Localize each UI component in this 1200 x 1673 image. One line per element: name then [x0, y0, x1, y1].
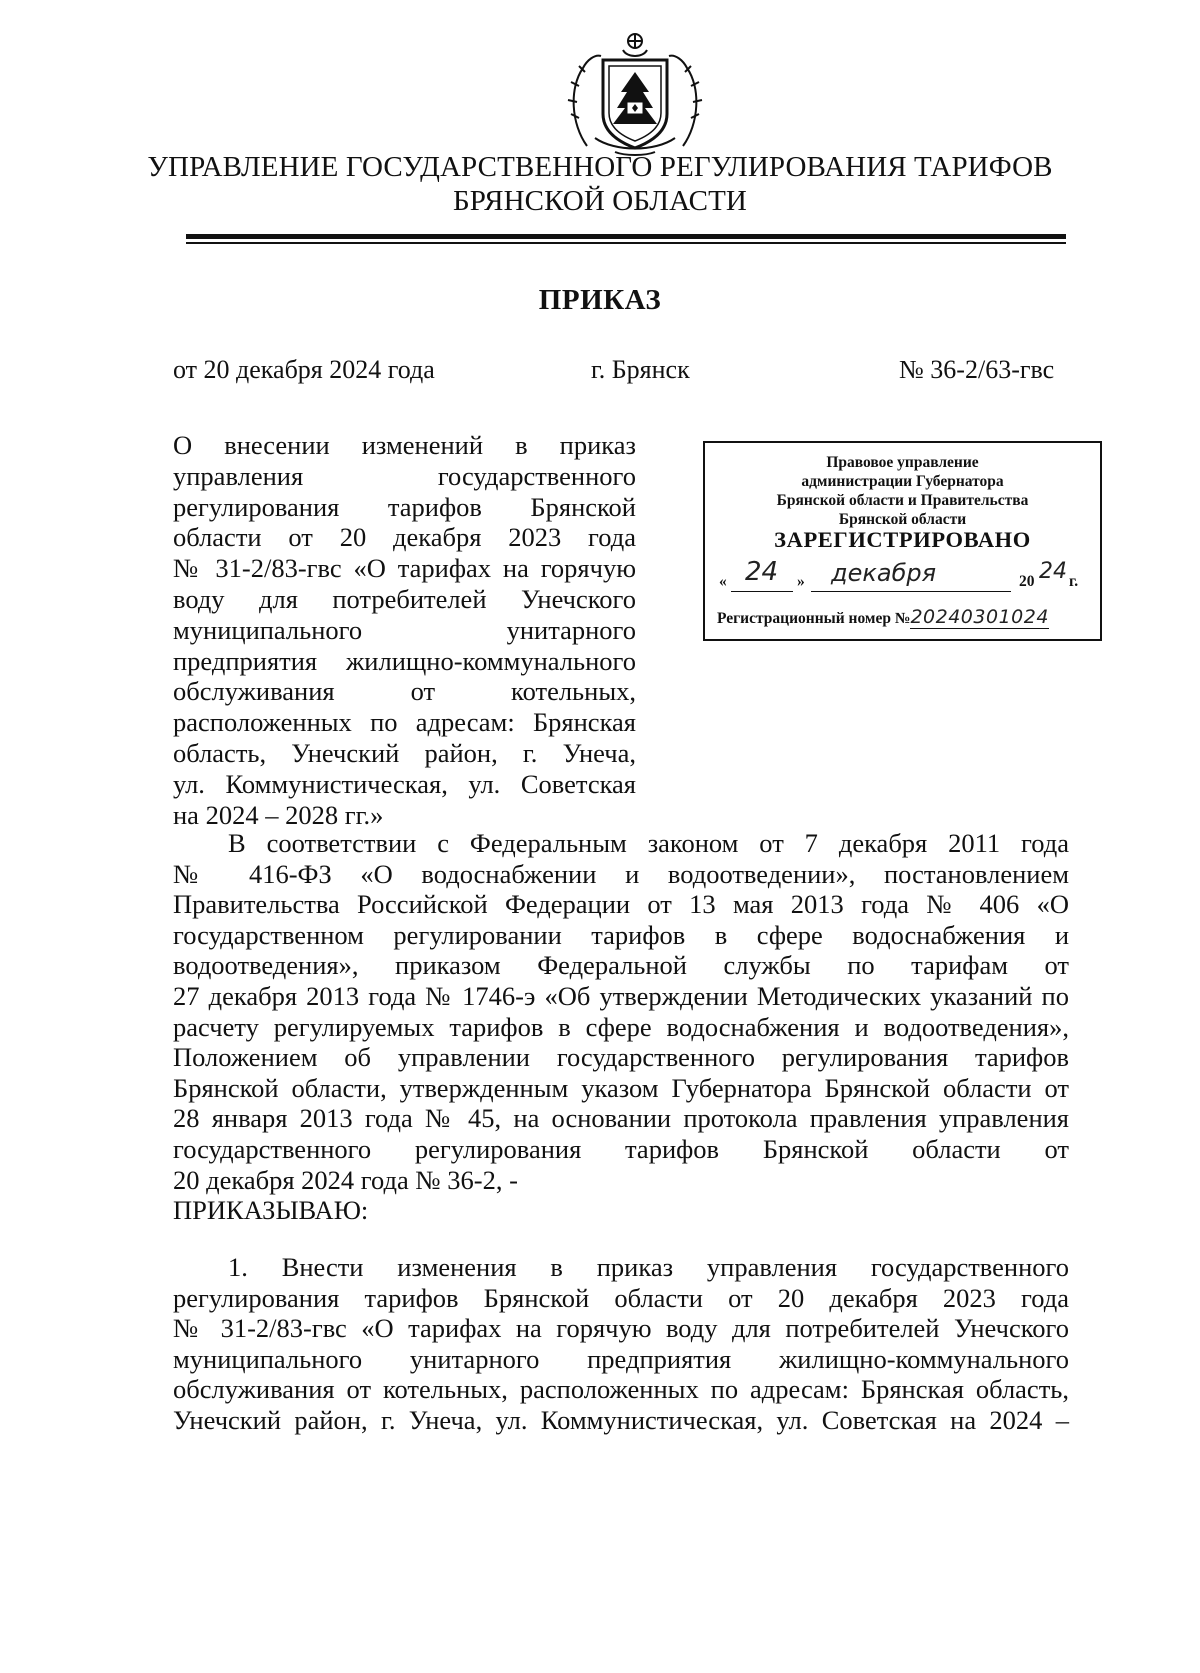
stamp-registration-number	[717, 606, 1049, 628]
stamp-reg-label: Регистрационный номер №	[717, 610, 911, 627]
stamp-date-year-letter: г.	[1069, 573, 1079, 590]
subject-line: область, Унечский район, г. Унеча,	[173, 737, 636, 768]
stamp-date-day: 24	[745, 557, 779, 587]
stamp-date-close-quote: »	[797, 573, 805, 590]
coat-of-arms-emblem	[565, 28, 705, 160]
subject-line: области от 20 декабря 2023 года	[173, 522, 636, 553]
preamble-paragraph	[173, 828, 1069, 1226]
stamp-date-month: декабря	[831, 559, 937, 587]
stamp-month-underline	[811, 591, 1011, 592]
subject-line: регулирования тарифов Брянской	[173, 491, 636, 522]
stamp-line: Правовое управление	[826, 454, 979, 471]
order-subject	[173, 430, 636, 830]
subject-line: обслуживания от котельных,	[173, 676, 636, 707]
preamble-line: 27 декабря 2013 года № 1746-э «Об утверждении Методических указаний по	[173, 980, 1069, 1011]
subject-line: на 2024 – 2028 гг.»	[173, 799, 384, 830]
subject-line: О внесении изменений в приказ	[173, 430, 636, 460]
header-divider-thin	[186, 242, 1066, 244]
stamp-date-open-quote: «	[719, 573, 727, 590]
order-number: № 36-2/63-гвс	[899, 355, 1055, 384]
stamp-date	[719, 559, 1094, 595]
order-date: от 20 декабря 2024 года	[173, 355, 435, 384]
item-line: 1. Внести изменения в приказ управления государственного	[228, 1252, 1069, 1282]
preamble-line: Положением об управлении государственного регулирования тарифов	[173, 1042, 1069, 1073]
order-city: г. Брянск	[591, 355, 690, 384]
subject-line: управления государственного	[173, 460, 636, 491]
preamble-line: государственного регулирования тарифов Брянской области от	[173, 1133, 1069, 1164]
item-line: обслуживания от котельных, расположенных по адресам: Брянская область,	[173, 1374, 1069, 1405]
preamble-line: № 416-ФЗ «О водоснабжении и водоотведении», постановлением	[173, 858, 1069, 889]
order-word: ПРИКАЗЫВАЮ:	[173, 1195, 369, 1226]
subject-line: № 31-2/83-гвс «О тарифах на горячую	[173, 553, 636, 584]
order-item-1	[173, 1252, 1069, 1436]
stamp-date-year-suffix: 24	[1039, 559, 1067, 584]
stamp-registered-label: ЗАРЕГИСТРИРОВАНО	[774, 527, 1031, 552]
stamp-date-year-prefix: 20	[1019, 573, 1035, 590]
preamble-line: государственном регулировании тарифов в сфере водоснабжения и	[173, 919, 1069, 950]
stamp-line: администрации Губернатора	[801, 473, 1004, 490]
stamp-line: Брянской области	[838, 511, 967, 528]
item-line: муниципального унитарного предприятия жилищно-коммунального	[173, 1343, 1069, 1374]
item-line: № 31-2/83-гвс «О тарифах на горячую воду для потребителей Унечского	[173, 1313, 1069, 1344]
subject-line: предприятия жилищно-коммунального	[173, 645, 636, 676]
preamble-line: расчету регулируемых тарифов в сфере водоснабжения и водоотведения»,	[173, 1011, 1069, 1042]
subject-line: муниципального унитарного	[173, 614, 636, 645]
registration-stamp	[703, 441, 1102, 641]
item-line: Унечский район, г. Унеча, ул. Коммунистическая, ул. Советская на 2024 –	[173, 1404, 1069, 1435]
subject-line: воду для потребителей Унечского	[173, 583, 636, 614]
item-line: регулирования тарифов Брянской области от 20 декабря 2023 года	[173, 1282, 1069, 1313]
preamble-line: 28 января 2013 года № 45, на основании протокола правления управления	[173, 1103, 1069, 1134]
preamble-line: 20 декабря 2024 года № 36-2, -	[173, 1164, 518, 1195]
subject-line: расположенных по адресам: Брянская	[173, 707, 636, 738]
document-title: ПРИКАЗ	[538, 284, 662, 316]
preamble-line: В соответствии с Федеральным законом от 7 декабря 2011 года	[228, 828, 1069, 858]
preamble-line: водоотведения», приказом Федеральной службы по тарифам от	[173, 950, 1069, 981]
organization-name-line1: УПРАВЛЕНИЕ ГОСУДАРСТВЕННОГО РЕГУЛИРОВАНИЯ ТАРИФОВ	[147, 151, 1053, 183]
header-divider-thick	[186, 234, 1066, 239]
stamp-line: Брянской области и Правительства	[776, 492, 1029, 509]
stamp-reg-number: 20240301024	[910, 606, 1049, 628]
organization-name-line2: БРЯНСКОЙ ОБЛАСТИ	[453, 185, 747, 217]
stamp-day-underline	[731, 591, 793, 592]
preamble-line: Брянской области, утвержденным указом Губернатора Брянской области от	[173, 1072, 1069, 1103]
preamble-line: Правительства Российской Федерации от 13 мая 2013 года № 406 «О	[173, 889, 1069, 920]
subject-line: ул. Коммунистическая, ул. Советская	[173, 768, 636, 799]
